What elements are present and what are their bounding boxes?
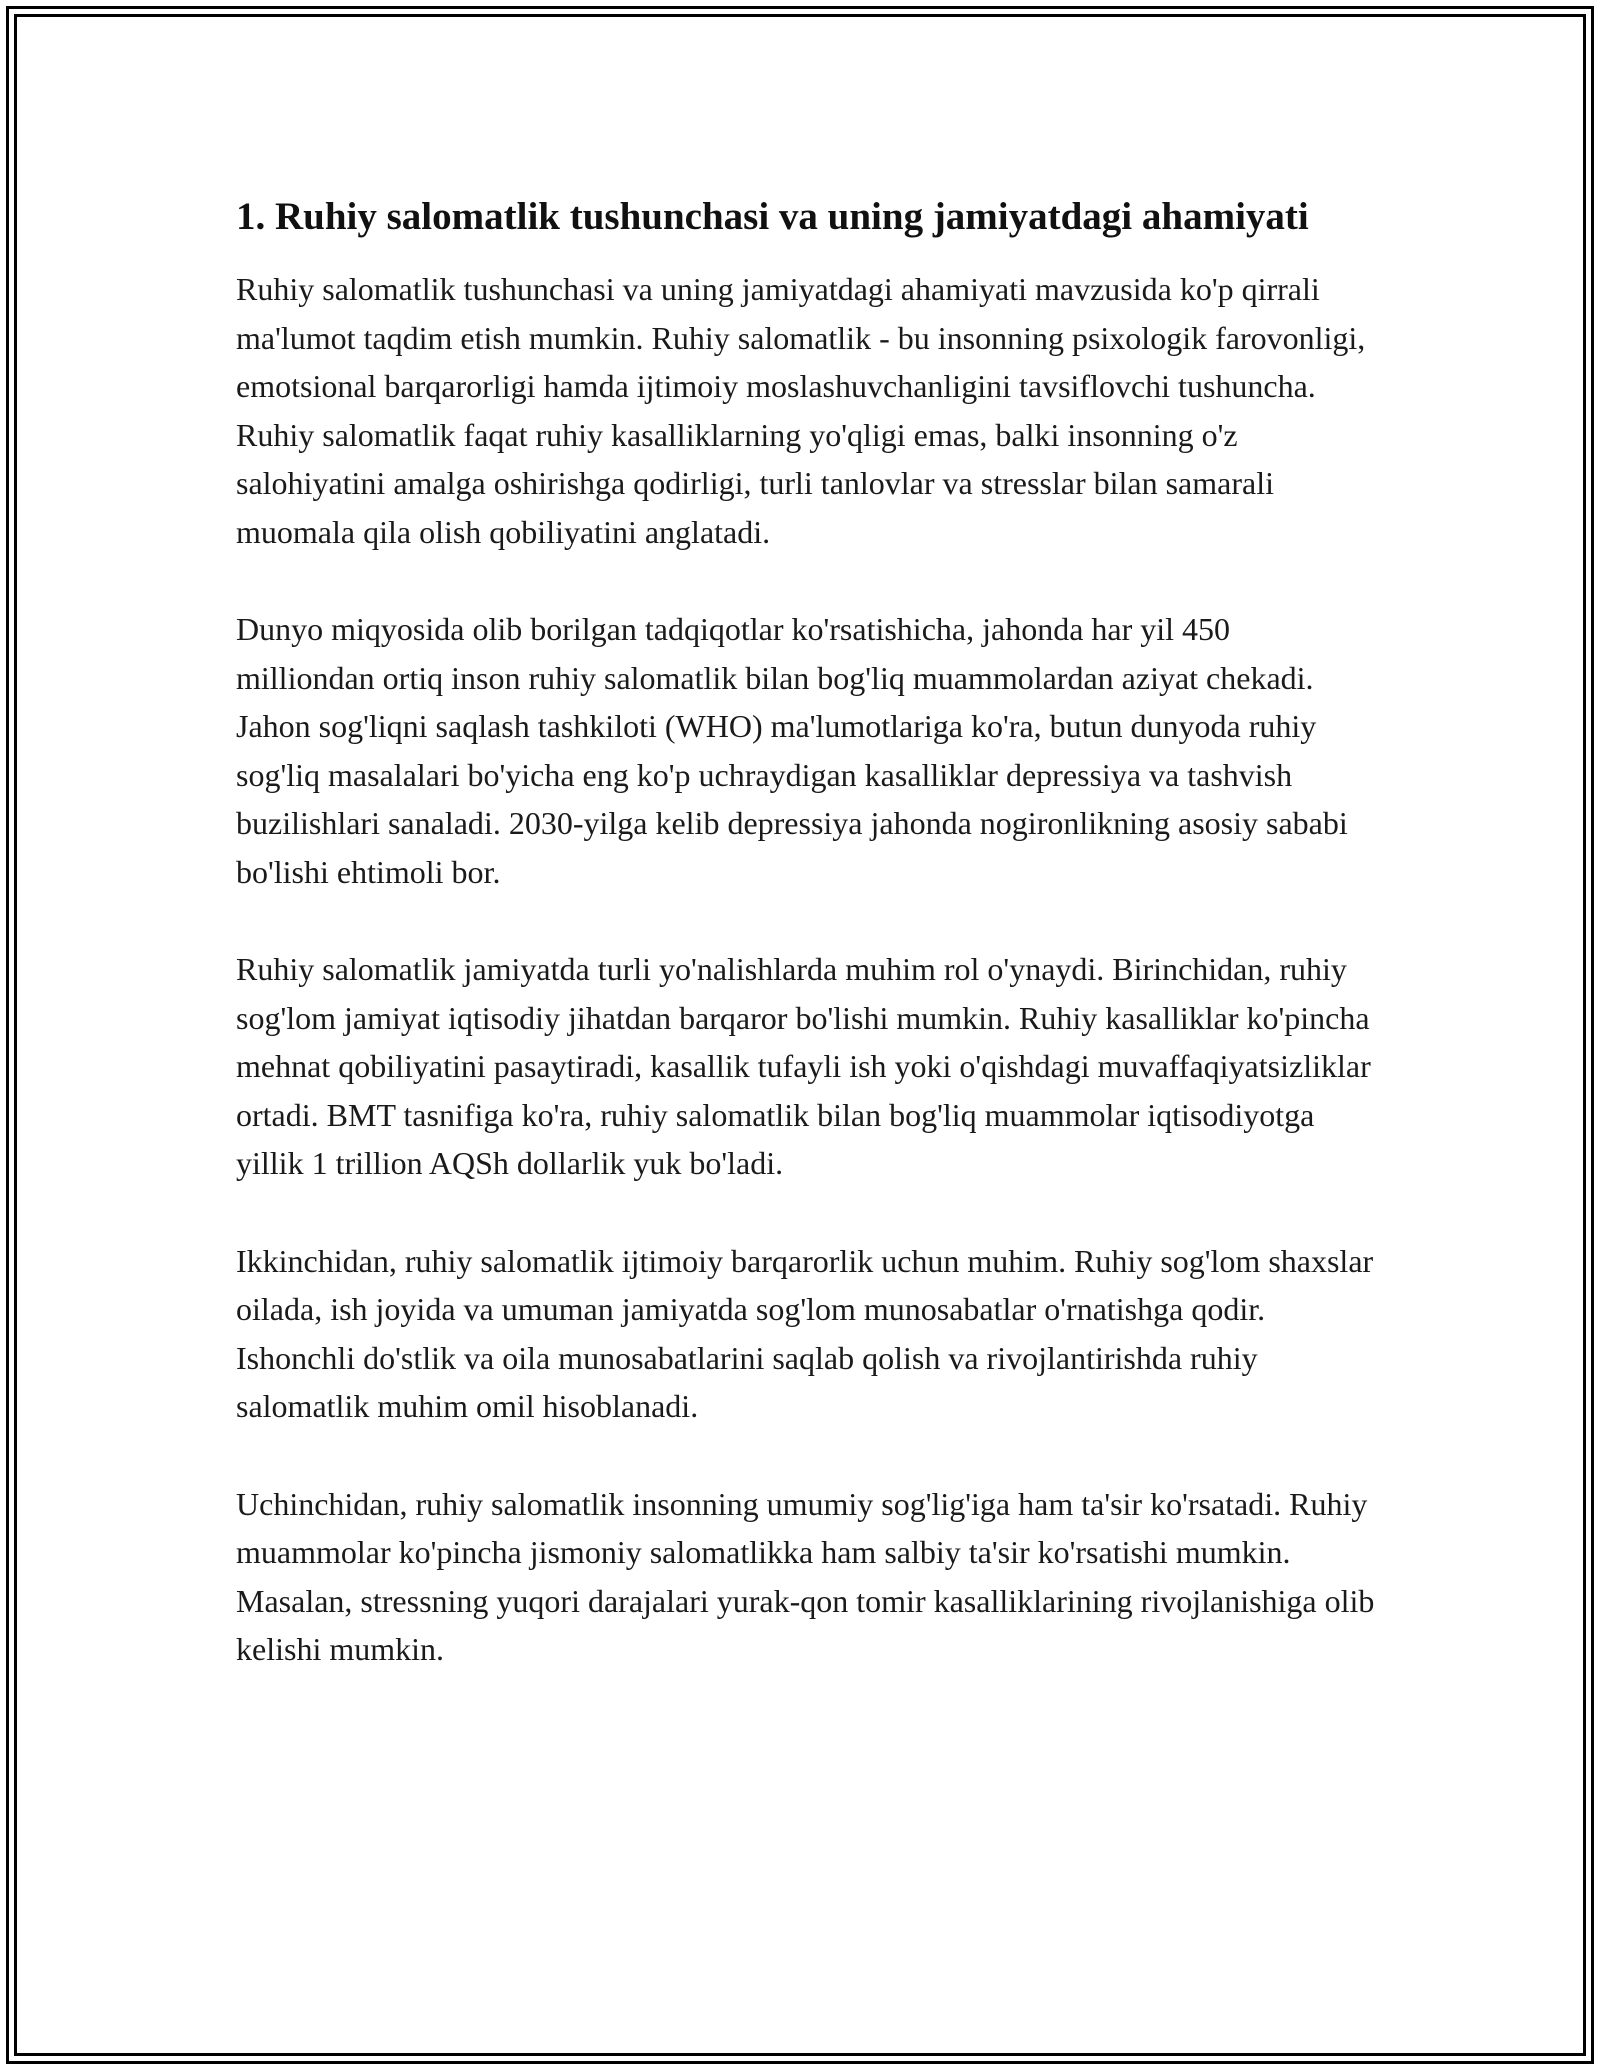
document-body [236, 190, 1376, 1723]
paragraph-4: Ikkinchidan, ruhiy salomatlik ijtimoiy barqarorlik uchun muhim. Ruhiy sog'lom shaxslar oilada, ish joyida va umuman jamiyatda sog'lom munosabatlar o'rnatishga qodir. Ishonchli do'stlik va oila munosabatlarini saqlab qolish va rivojlantirishda ruhiy salomatlik muhim omil hisoblanadi. [236, 1242, 1374, 1424]
section-heading: 1. Ruhiy salomatlik tushunchasi va uning jamiyatdagi ahamiyati [236, 195, 1309, 238]
paragraph-1: Ruhiy salomatlik tushunchasi va uning jamiyatdagi ahamiyati mavzusida ko'p qirrali ma'lumot taqdim etish mumkin. Ruhiy salomatlik - bu insonning psixologik farovonligi, emotsional barqarorligi hamda ijtimoiy moslashuvchanligini tavsiflovchi tushuncha. Ruhiy salomatlik faqat ruhiy kasalliklarning yo'qligi emas, balki insonning o'z salohiyatini amalga oshirishga qodirligi, turli tanlovlar va stresslar bilan samarali muomala qila olish qobiliyatini anglatadi. [236, 271, 1366, 550]
paragraph-3: Ruhiy salomatlik jamiyatda turli yo'nalishlarda muhim rol o'ynaydi. Birinchidan, ruhiy sog'lom jamiyat iqtisodiy jihatdan barqaror bo'lishi mumkin. Ruhiy kasalliklar ko'pincha mehnat qobiliyatini pasaytiradi, kasallik tufayli ish yoki o'qishdagi muvaffaqiyatsizliklar ortadi. BMT tasnifiga ko'ra, ruhiy salomatlik bilan bog'liq muammolar iqtisodiyotga yillik 1 trillion AQSh dollarlik yuk bo'ladi. [236, 951, 1371, 1181]
paragraph-2: Dunyo miqyosida olib borilgan tadqiqotlar ko'rsatishicha, jahonda har yil 450 milliondan ortiq inson ruhiy salomatlik bilan bog'liq muammolardan aziyat chekadi. Jahon sog'liqni saqlash tashkiloti (WHO) ma'lumotlariga ko'ra, butun dunyoda ruhiy sog'liq masalalari bo'yicha eng ko'p uchraydigan kasalliklar depressiya va tashvish buzilishlari sanaladi. 2030-yilga kelib depressiya jahonda nogironlikning asosiy sababi bo'lishi ehtimoli bor. [236, 611, 1348, 890]
paragraph-5: Uchinchidan, ruhiy salomatlik insonning umumiy sog'lig'iga ham ta'sir ko'rsatadi. Ruhiy muammolar ko'pincha jismoniy salomatlikka ham salbiy ta'sir ko'rsatishi mumkin. Masalan, stressning yuqori darajalari yurak-qon tomir kasalliklarining rivojlanishiga olib kelishi mumkin. [236, 1485, 1375, 1667]
